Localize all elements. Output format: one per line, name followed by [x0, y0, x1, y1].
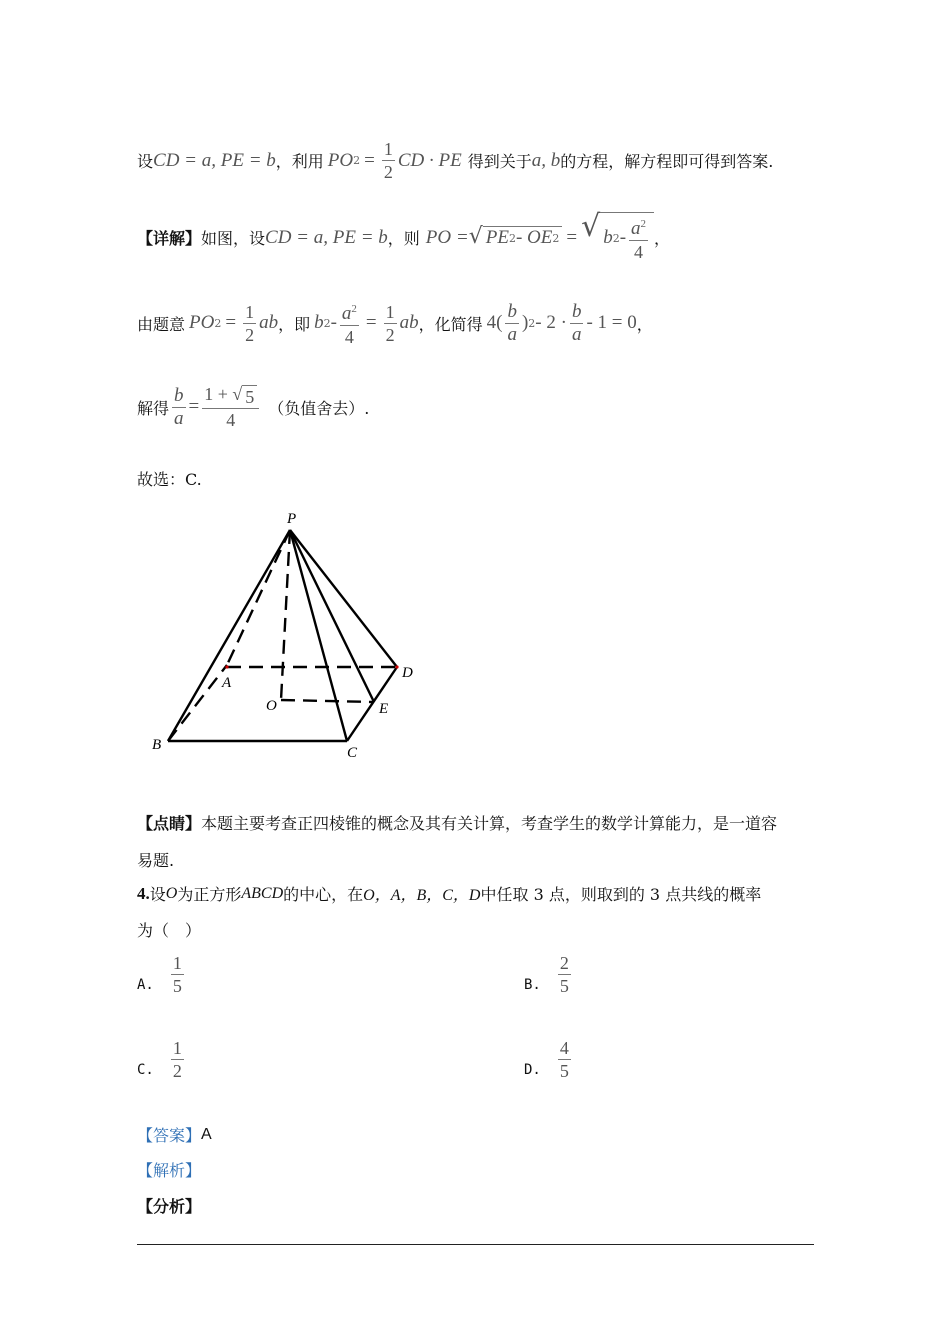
denominator: a [174, 407, 184, 429]
exponent: 2 [351, 303, 357, 315]
text: 由题意 [137, 314, 186, 334]
math-a: a [631, 218, 641, 239]
math-a: a [341, 303, 352, 324]
question-number: 4. [137, 883, 150, 903]
option-b[interactable] [524, 952, 574, 997]
fraction-half [243, 301, 256, 346]
sqrt-pe-oe [469, 226, 563, 249]
equals: = [225, 312, 237, 333]
edge-pd [290, 530, 397, 667]
math-o: O [165, 884, 178, 902]
analysis-line [137, 1158, 201, 1181]
text: 的方程，解方程即可得到答案. [560, 152, 774, 171]
math-oe: - OE [515, 227, 553, 248]
exponent: 2 [353, 154, 361, 167]
text: 为（ ） [137, 921, 202, 940]
denominator: 4 [344, 327, 354, 347]
denominator: 4 [634, 242, 644, 262]
fenxi-label: 【分析】 [137, 1197, 202, 1216]
detail-label: 【详解】 [137, 229, 202, 248]
equals: = [364, 149, 375, 171]
answer-value: A [201, 1125, 212, 1143]
pyramid-figure [150, 505, 430, 769]
label-e: E [379, 701, 389, 717]
label-b: B [152, 737, 162, 753]
option-label: D. [524, 1061, 541, 1078]
equals: = [188, 396, 200, 417]
paren: ) [521, 312, 529, 333]
fraction [558, 1037, 571, 1082]
text: 本题主要考查正四棱锥的概念及其有关计算，考查学生的数学计算能力，是一道容 [201, 814, 778, 833]
text: ， [636, 314, 653, 334]
option-d[interactable] [524, 1037, 574, 1082]
numerator: b [507, 300, 517, 322]
solution-line [137, 383, 369, 431]
exponent: 2 [612, 231, 620, 245]
detail-line [137, 209, 671, 263]
denominator: 2 [383, 162, 393, 182]
text: 得到关于 [467, 152, 532, 171]
text: 中任取 3 点，则取到的 3 点共线的概率 [480, 885, 762, 904]
denominator: 5 [559, 976, 569, 996]
question-line [137, 882, 761, 905]
edge-pa [227, 530, 290, 665]
exponent: 2 [640, 218, 647, 230]
option-a[interactable] [137, 952, 187, 997]
edge-pc [290, 530, 347, 741]
edge-oe [281, 700, 374, 702]
numerator [202, 383, 259, 409]
denominator: 4 [226, 410, 236, 430]
fenxi-line [137, 1194, 201, 1217]
fraction [558, 952, 571, 997]
equals: = [365, 312, 377, 333]
denominator: a [571, 323, 582, 345]
option-label: B. [524, 976, 541, 993]
numerator: 1 [172, 953, 182, 973]
math-ab: ab [399, 312, 419, 333]
denominator: 2 [245, 324, 255, 345]
fraction [171, 952, 184, 997]
label-p: P [287, 511, 297, 527]
math-ab: a, b [531, 149, 561, 171]
text: ， [654, 229, 671, 248]
edge-ba [168, 665, 227, 741]
exponent: 2 [508, 231, 516, 245]
exponent: 2 [528, 316, 536, 330]
math-b: b [603, 227, 613, 248]
numerator [629, 213, 648, 241]
math-po: PO [327, 149, 354, 171]
math-five: 5 [242, 385, 257, 408]
text: （负值舍去）. [268, 398, 370, 418]
exponent: 2 [552, 231, 560, 245]
pyramid-diagram [150, 505, 430, 765]
numerator: 2 [559, 953, 569, 973]
text: 易题. [137, 851, 175, 870]
fraction-result [202, 383, 259, 431]
answer-label: 【答案】 [137, 1126, 202, 1145]
point-d-dot [395, 665, 398, 668]
math-ab: ab [259, 312, 279, 333]
denominator: 2 [172, 1061, 182, 1081]
math-po: PO [189, 312, 215, 333]
radical-icon: √ [468, 224, 483, 249]
numerator: b [174, 384, 184, 406]
text: ，利用 [275, 152, 324, 171]
label-d: D [402, 665, 413, 681]
text: ，即 [278, 314, 311, 334]
denominator: 5 [172, 976, 182, 996]
denominator: 5 [559, 1061, 569, 1081]
math-four: 4( [486, 312, 503, 333]
numerator: 1 [383, 139, 393, 159]
choice-line [137, 467, 202, 490]
label-a: A [222, 675, 232, 691]
label-c: C [347, 745, 358, 761]
fraction-a2-4 [340, 298, 359, 348]
fraction-b-a [505, 301, 519, 346]
edge-pe [290, 530, 374, 702]
radical-icon: √ [232, 384, 243, 404]
numerator: 1 [172, 1038, 182, 1058]
footer-rule [137, 1244, 814, 1245]
exponent: 2 [214, 316, 222, 330]
math-one-plus: 1 + [204, 384, 233, 404]
text: ，化简得 [418, 314, 483, 334]
point-a-dot [225, 665, 228, 668]
numerator: 4 [559, 1038, 569, 1058]
sqrt-five [232, 385, 257, 408]
edge-po [281, 530, 290, 700]
analysis-label: 【解析】 [137, 1161, 202, 1180]
denominator: 2 [385, 324, 395, 345]
radical-icon: √ [581, 209, 601, 244]
math-cd-pe: CD = a, PE = b [153, 149, 276, 171]
comment-label: 【点睛】 [137, 814, 202, 833]
numerator: 1 [245, 301, 255, 322]
option-c[interactable] [137, 1037, 187, 1082]
equals: = [566, 226, 578, 248]
math-cd-pe: CD = a, PE = b [265, 226, 388, 248]
comment-line [137, 811, 777, 834]
math-minus-two: - 2 · [535, 312, 567, 333]
question-line-2 [137, 918, 201, 941]
text: 故选：C. [137, 470, 202, 489]
option-label: A. [137, 976, 154, 993]
text: 设 [149, 885, 166, 904]
minus: - [330, 312, 337, 333]
answer-line [137, 1123, 212, 1146]
text: 如图，设 [201, 229, 266, 248]
fraction-a2-4 [629, 213, 648, 263]
numerator: 1 [385, 301, 395, 322]
math-po-eq: PO = [425, 226, 469, 248]
denominator: a [507, 323, 517, 345]
math-cd-dot-pe: CD · PE [397, 149, 462, 171]
equation-line [137, 298, 653, 348]
text: 设 [137, 152, 154, 171]
fraction [171, 1037, 184, 1082]
option-label: C. [137, 1061, 154, 1078]
label-o: O [266, 698, 277, 714]
fraction-half [382, 138, 395, 183]
minus: - [619, 227, 627, 248]
text: 解得 [137, 398, 170, 418]
hint-line [137, 138, 773, 183]
exponent: 2 [323, 316, 331, 330]
math-pe: PE [485, 227, 509, 248]
text: 为正方形 [177, 885, 242, 904]
fraction-b-a [172, 385, 186, 430]
edge-cd [347, 667, 397, 741]
text: ，则 [387, 229, 420, 248]
text: 的中心，在 [283, 885, 364, 904]
math-b: b [314, 312, 324, 333]
fraction-half [384, 301, 397, 346]
numerator [340, 298, 359, 326]
numerator: b [571, 300, 582, 322]
math-minus-one: - 1 = 0 [586, 312, 637, 333]
math-points: O，A，B，C，D [363, 887, 481, 904]
math-abcd: ABCD [241, 884, 284, 902]
fraction-b-a [570, 301, 584, 346]
comment-line-2 [137, 848, 174, 871]
sqrt-b-a [581, 209, 654, 263]
